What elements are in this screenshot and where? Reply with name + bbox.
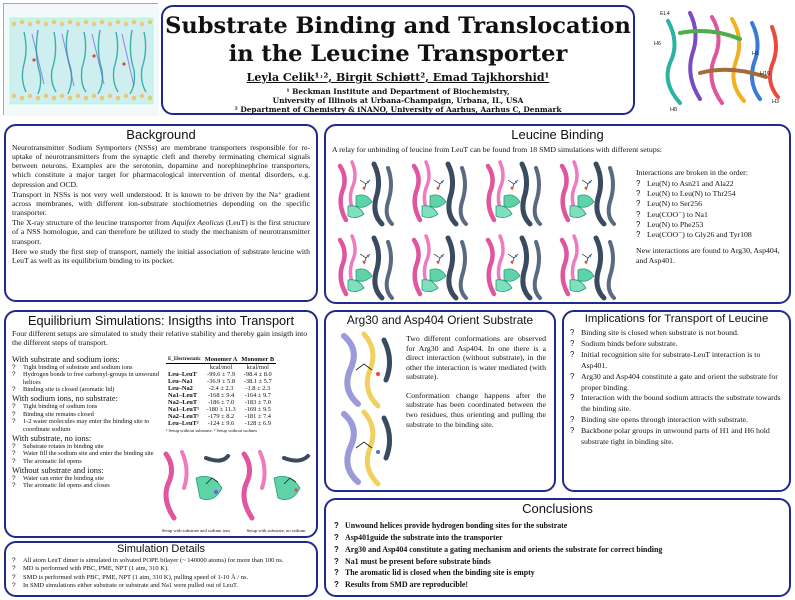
interaction-item: ? Leu(COO⁻) to Na1 [636,210,788,220]
implications-section [562,310,791,492]
group-title: Without substrate and ions: [12,465,104,475]
simulation-item: ? MD is performed with PBC, PME, NPT (1 atm, 310 K). [12,565,312,573]
arg30-paragraph-1: Two different conformations are observed for Arg30 and Asp404. In one there is a direct interaction (without substrate), in the other the interaction is water mediated (with substrate). [406,334,546,382]
electrostatic-energy-table [166,356,276,427]
equilibrium-intro: Four different setups are simulated to study their relative stability and thereby gain insigth into the different steps of transport. [12,329,308,348]
electrostatic-table-wrap [166,356,316,433]
equilibrium-groups [12,355,162,490]
conclusions-heading: Conclusions [522,501,593,516]
conclusion-item: ? Unwound helices provide hydrogen bonding sites for the substrate [334,520,781,532]
poster-authors: Leyla Celik¹˒², Birgit Schiøtt², Emad Tajkhorshid¹ [246,71,550,84]
table-unit: kcal/mol [246,364,269,371]
poster-title-line2: in the Leucine Transporter [228,41,568,67]
implication-item: ? Sodium binds before substrate. [570,339,783,350]
interaction-order-title: Interactions are broken in the order: [636,168,748,177]
arg30-heading: Arg30 and Asp404 Orient Substrate [346,313,534,327]
arg30-structure-image [334,330,402,490]
interaction-items [636,179,788,240]
background-paragraph-1: Neurotransmitter Sodium Symporters (NSSs) are membrane transporters responsible for re-uptake of neurotransmitters from the synaptic cleft and thereby terminating chemical signals between neurons. Examples are the serotonin, dopamine and norephinephrine transporters, which constitute a major target for pharmacological intervention of mental disorders, e.g. depression and OCD. [12,143,310,189]
table-header: Monomer A [204,356,238,363]
group-item: ? 1-2 water molecules may enter the binding site to coordinate sodium [12,418,162,433]
simulation-item: ? All atom LeuT dimer is simulated in solvated POPE bilayer (~ 140000 atoms) for more than 100 ns. [12,557,312,565]
group-item: ? Water fill the sodium site and enter the binding site [12,450,162,457]
table-units-row [166,364,276,372]
conclusion-item: ? Results from SMD are reproducible! [334,579,781,591]
bg-p3-b: (LeuT) is the first structure of a NSS homologue, and can therefore be utilized to study the mechanism of neurotransmitter transport. [12,218,310,246]
group-item: ? Tight binding of substrate and sodium ions [12,364,162,371]
affiliation-2: ² Department of Chemistry & iNANO, University of Aarhus, Aarhus C, Denmark [234,105,562,114]
implication-item: ? Arg30 and Asp404 constitute a gate and orient the substrate for proper binding. [570,372,783,394]
interaction-order-list [636,168,788,266]
arg30-structure-graphic [334,330,402,490]
table-row: Na1–LeuT -168 ± 9.4 -164 ± 9.7 [168,392,271,399]
bg-p3-a: The X-ray structure of the leucine transporter from [12,218,172,228]
implication-item: ? Binding site is closed when substrate is not bound. [570,328,783,339]
conclusion-item: ? The aromatic lid is closed when the binding site is empty [334,567,781,579]
group-item: ? Binding site is closed (aromatic lid) [12,386,162,393]
title-box [161,5,635,115]
table-row: Leu–LeuT² -124 ± 9.6 -128 ± 6.9 [168,420,271,427]
group-item: ? The aromatic lid opens [12,458,162,465]
table-row: Na1–LeuT¹ -180 ± 11.3 -169 ± 9.5 [168,406,271,413]
new-interactions-note: New interactions are found to Arg30, Asp404, and Asp401. [636,245,780,265]
table-header: Monomer B [241,356,275,363]
implications-items [570,328,783,448]
group-item: ? Binding site remains closed [12,411,162,418]
interaction-item: ? Leu(N) to Phe253 [636,220,788,230]
group-item: ? Substrate rotates in binding site [12,443,162,450]
background-paragraph-4: Here we study the first step of transport, namely the initial association of substrate leucine with LeuT as well as its equilibrium binding to its pocket. [12,246,310,265]
leucine-binding-section [324,124,791,304]
structure-caption-left: Setup with substrate and sodium ions [161,528,231,533]
structure-caption-right: Setup with substrate, no sodium [246,528,306,533]
simulation-heading: Simulation Details [116,543,206,555]
conclusions-section [324,498,791,597]
leucine-binding-heading: Leucine Binding [511,127,604,142]
conclusion-item: ? Arg30 and Asp404 constitute a gating mechanism and orients the substrate for correct binding [334,544,781,556]
equilibrium-structures-graphic [156,448,316,528]
implication-item: ? Backbone polar groups in unwound parts of H1 and H6 hold substrate tight in binding site. [570,426,783,448]
table-footnote: ¹ Setup without substrate. ² Setup without sodium [166,428,257,433]
table-row: Leu–Na1 -36.9 ± 5.8 -38.1 ± 5.7 [168,378,272,385]
arg30-asp404-section [324,310,556,492]
poster-title-line1: Substrate Binding and Translocation [165,13,631,39]
arg30-text [406,334,546,429]
group-items [12,443,162,465]
group-items [12,475,162,490]
membrane-system-graphic [4,4,159,116]
equilibrium-structures [156,448,316,536]
conclusions-items [334,520,781,591]
group-items [12,364,162,393]
table-row: Na2–LeuT -186 ± 7.0 -183 ± 7.0 [168,399,271,406]
conclusion-item: ? Na1 must be present before substrate binds [334,556,781,568]
group-item: ? The aromatic lid opens and closes [12,482,162,489]
conclusion-item: ? Asp401guide the substrate into the transporter [334,532,781,544]
structure-label-el4: EL4 [660,11,670,17]
table-unit [166,364,203,372]
simulation-items [12,557,312,590]
structure-label-h10: H10 [760,71,771,77]
group-item: ? Tight binding of sodium ions [12,403,162,410]
table-header: E_Electrostatic [168,357,201,362]
interaction-item: ? Leu(COO⁻) to Gly26 and Tyr108 [636,230,788,240]
interaction-item: ? Leu(N) to Leu(N) to Thr254 [636,189,788,199]
interaction-item: ? Leu(N) to Asn21 and Ala22 [636,179,788,189]
implications-heading: Implications for Transport of Leucine [584,313,769,325]
arg30-paragraph-2: Conformation change happens after the substrate has been coordinated between the two residues, thus orienting and pulling the substrate to the binding site. [406,390,546,429]
affiliation-1b: University of Illinois at Urbana-Champaign, Urbana, IL, USA [272,96,524,105]
equilibrium-section [4,310,318,538]
species-name: Aquifex Aeolicus [171,218,224,228]
membrane-simulation-image [3,3,158,115]
simulation-item: ? SMD is performed with PBC, PME, NPT (1 atm, 310 K), pulling speed of 1-10 Å / ns. [12,574,312,582]
group-title: With substrate and sodium ions: [12,355,120,364]
implication-item: ? Binding site opens through interaction with substrate. [570,415,783,426]
leucine-binding-intro: A relay for unbinding of leucine from LeuT can be found from 18 SMD simulations with different setups: [332,145,662,154]
simulation-details-section [4,541,318,597]
background-paragraph-2: Transport in NSSs is not very well understood. It is known to be driven by the Na⁺ gradient across membranes, with different ion-substrate stochiometries depending on the specific transporter. [12,189,310,218]
smd-snapshot-grid [330,156,630,302]
leut-ribbon-graphic [640,3,792,115]
background-paragraph-3 [12,218,310,245]
implication-item: ? Interaction with the bound sodium attracts the substrate towards the binding site. [570,393,783,415]
table-unit: kcal/mol [209,364,233,371]
structure-label-h1: H1 [752,51,760,57]
structure-label-h3: H3 [772,99,780,105]
group-title: With sodium ions, no substrate: [12,394,118,404]
leut-structure-image [640,3,792,115]
affiliation-1a: ¹ Beckman Institute and Department of Biochemistry, [286,87,510,96]
group-title: With substrate, no ions: [12,433,92,443]
table-row: Na2–LeuT¹ -179 ± 8.2 -181 ± 7.4 [168,413,271,420]
group-items [12,403,162,432]
simulation-item: ? In SMD simulations either substrate or substrate and Na1 were pulled out of LeuT. [12,582,312,590]
background-text [12,143,310,265]
table-row: Leu–LeuT -99.6 ± 7.9 -98.4 ± 8.0 [168,371,272,378]
table-header-row [166,356,276,364]
background-heading: Background [126,127,196,142]
table-row: Leu–Na2 -2.4 ± 2.3 -1.8 ± 2.3 [168,385,271,392]
interaction-item: ? Leu(N) to Ser256 [636,199,788,209]
group-item: ? Hydrogen bonds to free carbonyl-groups in unwound helices [12,371,162,386]
group-item: ? Water can enter the binding site [12,475,162,482]
smd-snapshots-graphic [330,156,630,302]
structure-label-h6: H6 [654,41,662,47]
structure-label-h8: H8 [670,107,678,113]
background-section [4,124,318,302]
implication-item: ? Initial recognition site for substrate-LeuT interaction is to Asp401. [570,350,783,372]
equilibrium-heading: Equilibrium Simulations: Insigths into Transport [27,313,294,328]
